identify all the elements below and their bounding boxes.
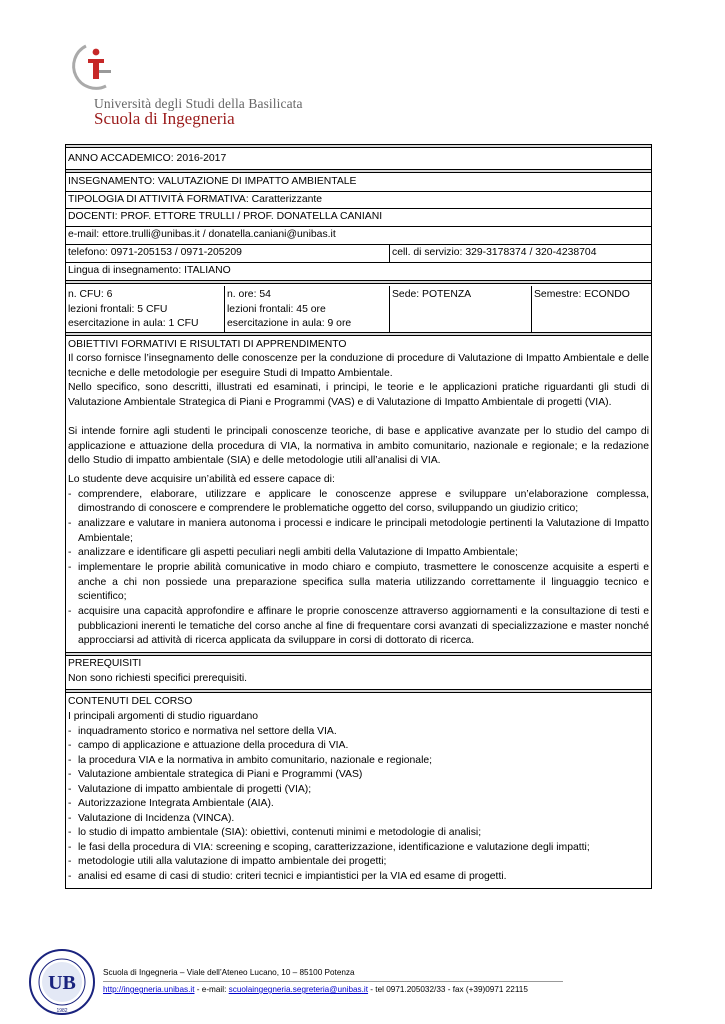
prerequisiti-text: Non sono richiesti specifici prerequisiti. <box>68 673 248 684</box>
contenuti-bullet: - analisi ed esame di casi di studio: criteri tecnici e impiantistici per la VIA ed esame di progetti. <box>68 870 649 885</box>
tipologia: TIPOLOGIA DI ATTIVITÀ FORMATIVA: Caratterizzante <box>68 194 323 205</box>
footer-phones: - tel 0971.205032/33 - fax (+39)0971 22115 <box>368 985 528 994</box>
table-divider <box>65 280 652 284</box>
insegnamento: INSEGNAMENTO: VALUTAZIONE DI IMPATTO AMBIENTALE <box>68 176 357 187</box>
table-divider <box>65 689 652 693</box>
table-right-border <box>651 144 652 226</box>
obiettivi-bullet: - comprendere, elaborare, utilizzare e applicare le conoscenze apprese e sviluppare un’elaborazione complessa, dimostrando di conoscere e comprendere le problematiche oggetto del corso, sviluppando un giudizio critico; <box>68 488 649 517</box>
contenuti-bullet: - Autorizzazione Integrata Ambientale (AIA). <box>68 797 649 812</box>
contenuti-bullet: - campo di applicazione e attuazione della procedura di VIA. <box>68 739 649 754</box>
contenuti-bullet: - inquadramento storico e normativa nel settore della VIA. <box>68 725 649 740</box>
prerequisiti-title: PREREQUISITI <box>68 658 142 669</box>
obiettivi-bullet: - acquisire una capacità approfondire e affinare le proprie conoscenze attraverso aggiornamenti e la consultazione di testi e pubblicazioni inerenti le tematiche del corso anche al fine di frequentare corsi avanzati di specializzazione e master nonché approcciarsi ad attività di ricerca applicata da sviluppare in corsi di dottorato di ricerca. <box>68 605 649 649</box>
footer-email-link[interactable]: scuolaingegneria.segreteria@unibas.it <box>228 985 369 994</box>
cfu-line-2: lezioni frontali: 5 CFU <box>68 303 168 315</box>
row-line <box>65 191 652 192</box>
svg-text:UB: UB <box>48 972 76 994</box>
university-name: Università degli Studi della Basilicata <box>94 96 303 111</box>
footer-rule <box>103 981 563 982</box>
cfu-line-1: n. CFU: 6 <box>68 289 113 300</box>
ore-line-1: n. ore: 54 <box>227 289 271 300</box>
anno-accademico: ANNO ACCADEMICO: 2016-2017 <box>68 153 227 164</box>
lingua: Lingua di insegnamento: ITALIANO <box>68 265 231 276</box>
obiettivi-bullet: - analizzare e valutare in maniera autonoma i processi e indicare le principali metodologie pertinenti la Valutazione di Impatto Ambientale; <box>68 517 649 546</box>
obiettivi-title: OBIETTIVI FORMATIVI E RISULTATI DI APPRENDIMENTO <box>68 339 347 350</box>
university-seal-icon <box>28 948 96 1016</box>
contenuti-bullet: - le fasi della procedura di VIA: screening e scoping, caratterizzazione, identificazione e valutazione degli impatti; <box>68 841 649 856</box>
obiettivi-paragraph: Si intende fornire agli studenti le principali conoscenze teoriche, di base e applicative avanzate per lo studio del campo di applicazione e attuazione della procedura di VIA, la normativa in ambito comunitario, nazionale e regionale; e la redazione dello Studio di impatto ambientale (SIA) e delle metodologie utili all’analisi di VIA. <box>68 426 649 466</box>
seal-year: 1982 <box>56 1008 68 1014</box>
obiettivi-paragraph: Lo studente deve acquisire un’abilità ed essere capace di: <box>68 474 335 485</box>
table-divider <box>65 332 652 336</box>
contenuti-bullet: - metodologie utili alla valutazione di impatto ambientale dei progetti; <box>68 855 649 870</box>
table-bottom-border <box>65 888 652 889</box>
contenuti-bullet: - Valutazione di Incidenza (VINCA). <box>68 812 649 827</box>
row-line <box>65 208 652 209</box>
obiettivi-bullet: - analizzare e identificare gli aspetti peculiari negli ambiti della Valutazione di Impatto Ambientale; <box>68 546 649 561</box>
cell-servizio: cell. di servizio: 329-3178374 / 320-4238704 <box>392 247 597 258</box>
table-top-border <box>65 144 652 148</box>
email-docenti: e-mail: ettore.trulli@unibas.it / donatella.caniani@unibas.it <box>68 229 336 240</box>
row-line <box>65 226 652 227</box>
footer-contacts <box>103 985 528 994</box>
row-line <box>65 262 652 263</box>
footer-email-label: - e-mail: <box>194 985 229 994</box>
contenuti-bullet: - Valutazione di impatto ambientale di progetti (VIA); <box>68 783 649 798</box>
docenti: DOCENTI: PROF. ETTORE TRULLI / PROF. DONATELLA CANIANI <box>68 211 383 222</box>
cell-border <box>651 226 652 244</box>
table-left-border <box>65 144 66 889</box>
ore-line-2: lezioni frontali: 45 ore <box>227 303 326 315</box>
contenuti-title: CONTENUTI DEL CORSO <box>68 696 193 707</box>
obiettivi-paragraph: Il corso fornisce l’insegnamento delle conoscenze per la conduzione di procedure di Valutazione di Impatto Ambientale e delle tecniche e delle metodologie per eseguire Studi di Impatto Ambientale. <box>68 353 649 379</box>
table-divider <box>65 652 652 656</box>
sede: Sede: POTENZA <box>392 289 472 300</box>
university-logo-icon <box>66 42 136 94</box>
contenuti-intro: I principali argomenti di studio riguardano <box>68 711 259 722</box>
footer-website-link[interactable]: http://ingegneria.unibas.it <box>103 985 195 994</box>
table-right-border <box>651 244 652 889</box>
obiettivi-bullet: - implementare le proprie abilità comunicative in modo chiaro e compiuto, trasmettere le conoscenze acquisite a esperti e anche a chi non possiede una preparazione specifica sulla materia utilizzando correttamente il linguaggio tecnico e scientifico; <box>68 561 649 605</box>
contenuti-bullet: - la procedura VIA e la normativa in ambito comunitario, nazionale e regionale; <box>68 754 649 769</box>
telefono: telefono: 0971-205153 / 0971-205209 <box>68 247 242 258</box>
contenuti-bullet: - Valutazione ambientale strategica di Piani e Programmi (VAS) <box>68 768 649 783</box>
table-divider <box>65 169 652 173</box>
contenuti-bullet: - lo studio di impatto ambientale (SIA): obiettivi, contenuti minimi e metodologie di analisi; <box>68 826 649 841</box>
semestre: Semestre: ECONDO <box>534 289 630 300</box>
obiettivi-paragraph: Nello specifico, sono descritti, illustrati ed esaminati, i principi, le teorie e le applicazioni pratiche riguardanti gli studi di Valutazione Ambientale Strategica di Piani e Programmi (VAS) e di Valutazione di Impatto Ambientale di progetti (VIA). <box>68 382 649 408</box>
cfu-line-3: esercitazione in aula: 1 CFU <box>68 318 199 329</box>
row-line <box>65 244 652 245</box>
school-name: Scuola di Ingegneria <box>94 109 235 128</box>
footer-address: Scuola di Ingegneria – Viale dell’Ateneo Lucano, 10 – 85100 Potenza <box>103 968 355 977</box>
ore-line-3: esercitazione in aula: 9 ore <box>227 318 352 329</box>
